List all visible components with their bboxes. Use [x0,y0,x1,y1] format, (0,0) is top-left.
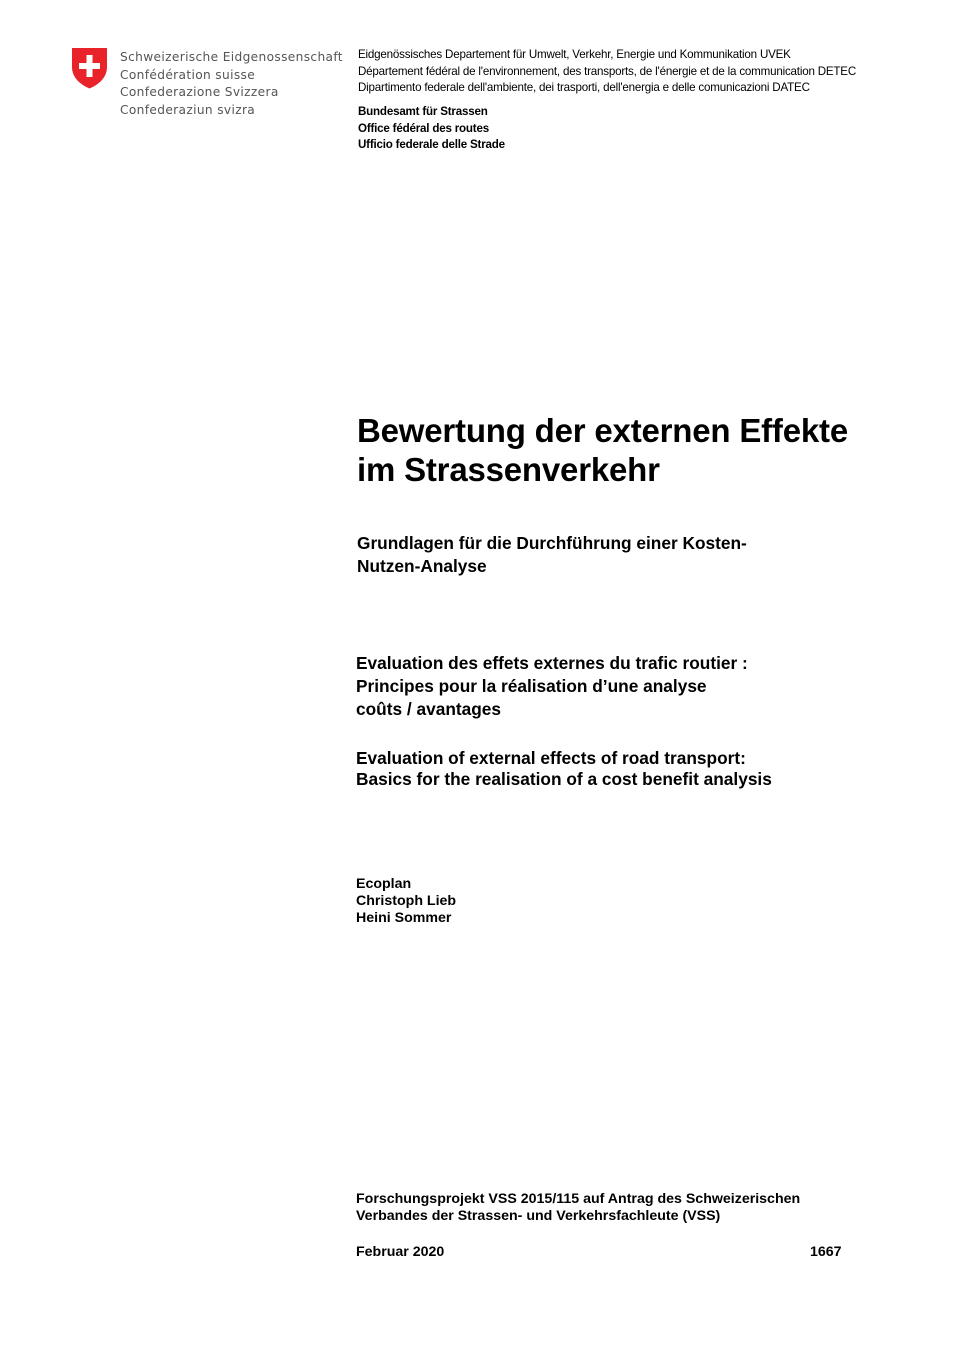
department-line-fr: Département fédéral de l'environnement, des transports, de l'énergie et de la communication DETEC [358,64,856,78]
department-line-de: Eidgenössisches Departement für Umwelt, Verkehr, Energie und Kommunikation UVEK [358,48,791,61]
author-name: Christoph Lieb [356,893,457,909]
department-line-it: Dipartimento federale dell'ambiente, dei trasporti, dell'energia e delle comunicazioni DATEC [358,81,810,94]
project-line-1: Forschungsprojekt VSS 2015/115 auf Antrag des Schweizerischen [356,1191,801,1207]
subtitle-german [357,532,747,578]
confederation-name-it: Confederazione Svizzera [120,85,279,99]
swiss-coat-of-arms-icon [71,47,108,89]
subtitle-en-line-2: Basics for the realisation of a cost benefit analysis [356,768,772,789]
office-line-it: Ufficio federale delle Strade [358,138,505,151]
subtitle-fr-line-3: coûts / avantages [356,699,502,719]
report-number: 1667 [810,1244,842,1260]
subtitle-en-line-1: Evaluation of external effects of road transport: [356,748,746,768]
author-name: Heini Sommer [356,910,452,926]
confederation-name-rm: Confederaziun svizra [120,102,256,117]
office-block [358,104,505,154]
project-line-2: Verbandes der Strassen- und Verkehrsfachleute (VSS) [356,1208,721,1224]
subtitle-de-line-1: Grundlagen für die Durchführung einer Kosten- [357,533,747,553]
department-block [358,47,856,97]
title-line-1: Bewertung der externen Effekte [357,412,848,449]
authors-block [356,876,456,927]
confederation-name-de: Schweizerische Eidgenossenschaft [120,50,343,64]
confederation-name-fr: Confédération suisse [120,67,256,82]
subtitle-french [356,652,748,721]
confederation-names [120,49,343,119]
subtitle-english [356,748,772,789]
author-organisation: Ecoplan [356,876,412,892]
document-title [357,411,848,489]
office-line-de: Bundesamt für Strassen [358,105,488,118]
subtitle-fr-line-2: Principes pour la réalisation d’une analyse [356,676,707,696]
subtitle-de-line-2: Nutzen-Analyse [357,556,487,576]
research-project-note [356,1191,800,1225]
title-line-2: im Strassenverkehr [357,451,660,488]
subtitle-fr-line-1: Evaluation des effets externes du trafic routier : [356,653,748,673]
publication-date: Februar 2020 [356,1244,445,1260]
office-line-fr: Office fédéral des routes [358,121,489,135]
